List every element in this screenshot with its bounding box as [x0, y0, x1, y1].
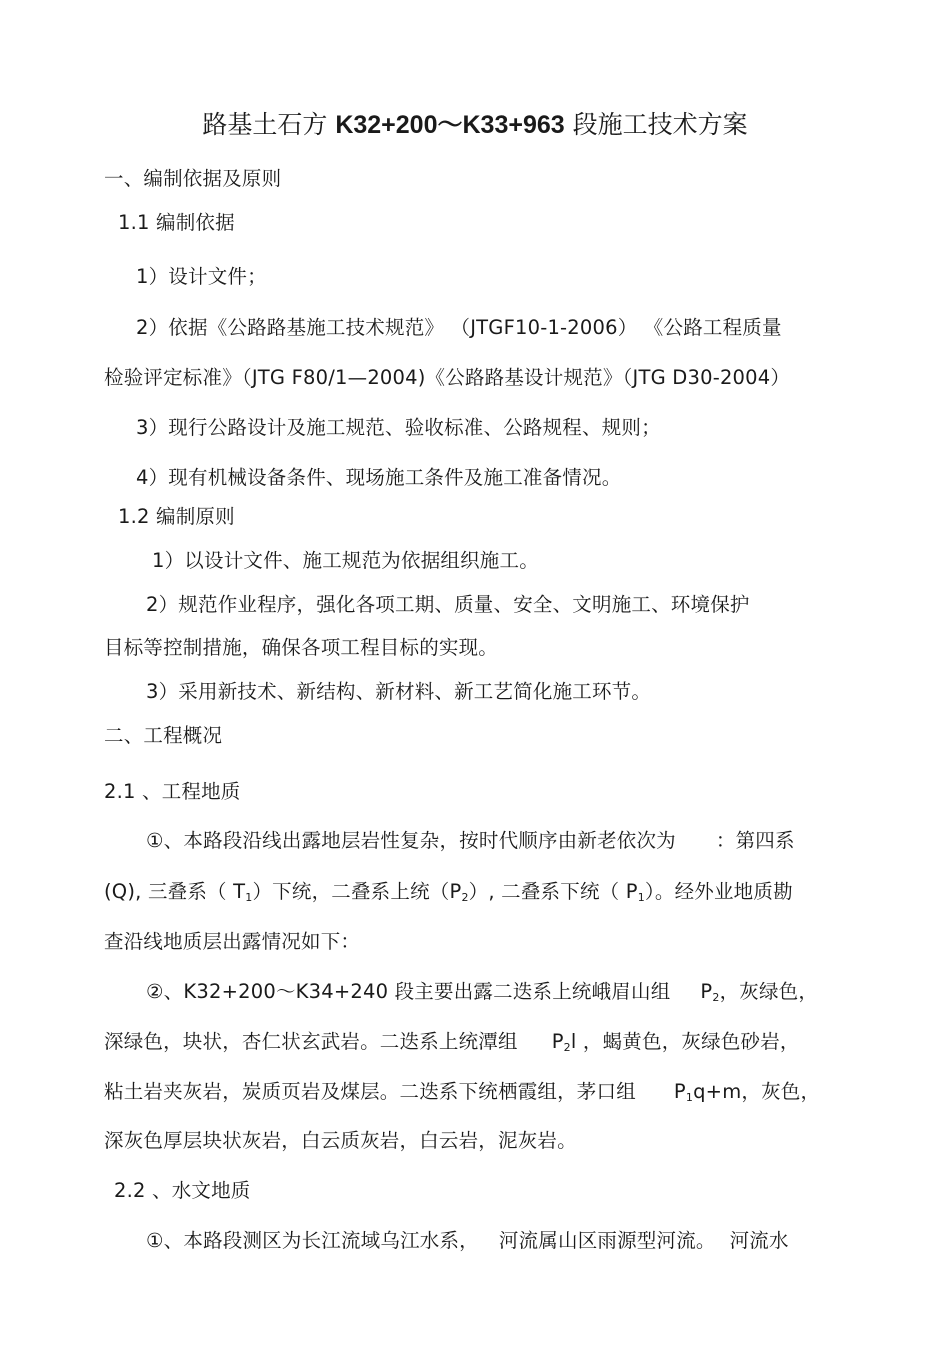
hydrology-text-segment: 河流水 — [729, 1229, 789, 1252]
geology-text-segment: ，灰绿色， — [719, 980, 819, 1003]
geology-para-2-line-4: 深灰色厚层块状灰岩，白云质灰岩，白云岩，泥灰岩。 — [104, 1129, 577, 1152]
title-suffix: 段施工技术方案 — [572, 110, 748, 139]
hydrology-para-1-line-1 — [146, 1228, 789, 1254]
geology-para-1-line-2 — [104, 879, 793, 911]
section-2-heading: 二、工程概况 — [104, 724, 223, 747]
basis-item-1: 1）设计文件； — [136, 265, 267, 288]
section-1-2-heading: 1.2 编制原则 — [118, 505, 235, 528]
principle-item-2-line-2: 目标等控制措施，确保各项工程目标的实现。 — [104, 636, 499, 659]
geology-text-segment: 粘土岩夹灰岩，炭质页岩及煤层。二迭系下统栖霞组，茅口组 — [104, 1080, 636, 1103]
geology-text-segment: ）, 二叠系下统（ P — [468, 880, 638, 903]
title-prefix: 路基土石方 — [202, 110, 328, 139]
geology-text-segment: P — [673, 1080, 686, 1103]
basis-item-4: 4）现有机械设备条件、现场施工条件及施工准备情况。 — [136, 466, 622, 489]
geology-para-2-line-3 — [104, 1079, 820, 1111]
geology-para-1-line-1 — [146, 828, 795, 854]
document-title — [0, 109, 950, 141]
principle-item-2-line-1: 2）规范作业程序，强化各项工期、质量、安全、文明施工、环境保护 — [146, 593, 750, 616]
geology-text-segment: ②、K32+200～K34+240 段主要出露二迭系上统峨眉山组 — [146, 980, 671, 1003]
geology-para-1-line-1-tail: ：第四系 — [715, 829, 795, 852]
principle-item-3: 3）采用新技术、新结构、新材料、新工艺简化施工环节。 — [146, 680, 652, 703]
section-1-heading: 一、编制依据及原则 — [104, 167, 282, 190]
geology-text-segment: ）下统，二叠系上统（P — [252, 880, 462, 903]
section-2-2-heading: 2.2 、水文地质 — [114, 1179, 251, 1202]
geology-para-1-line-1-text: ①、本路段沿线出露地层岩性复杂，按时代顺序由新老依次为 — [146, 829, 676, 852]
basis-item-2-line-2: 检验评定标准》（JTG F80/1—2004)《公路路基设计规范》（JTG D30-2004） — [104, 366, 791, 389]
basis-item-2-line-1: 2）依据《公路路基施工技术规范》 （JTGF10-1-2006） 《公路工程质量 — [136, 316, 782, 339]
subscript: 1 — [637, 891, 645, 904]
geology-text-segment: P — [700, 980, 713, 1003]
principle-item-1: 1）以设计文件、施工规范为依据组织施工。 — [152, 549, 539, 572]
hydrology-text-segment: 河流属山区雨源型河流。 — [498, 1229, 716, 1252]
subscript: 2 — [563, 1041, 571, 1054]
subscript: 1 — [685, 1091, 694, 1104]
geology-text-segment: ）。经外业地质勘 — [644, 880, 793, 903]
subscript: 2 — [461, 891, 469, 904]
geology-text-segment: l ，蝎黄色，灰绿色砂岩， — [570, 1030, 800, 1053]
subscript: 1 — [245, 891, 253, 904]
geology-text-segment: q+m，灰色， — [693, 1080, 821, 1103]
geology-para-2-line-1 — [146, 979, 818, 1011]
hydrology-text-segment: ①、本路段测区为长江流域乌江水系， — [146, 1229, 479, 1252]
geology-text-segment: 深绿色，块状，杏仁状玄武岩。二迭系上统潭组 — [104, 1030, 518, 1053]
section-1-1-heading: 1.1 编制依据 — [118, 211, 235, 234]
title-code: K32+200～K33+963 — [335, 111, 565, 139]
basis-item-3: 3）现行公路设计及施工规范、验收标准、公路规程、规则； — [136, 416, 661, 439]
section-2-1-heading: 2.1 、工程地质 — [104, 780, 241, 803]
geology-para-1-line-3: 查沿线地质层出露情况如下： — [104, 930, 361, 953]
geology-text-segment: (Q), 三叠系（ T — [104, 880, 246, 903]
geology-para-2-line-2 — [104, 1029, 800, 1061]
subscript: 2 — [712, 991, 720, 1004]
geology-text-segment: P — [551, 1030, 564, 1053]
